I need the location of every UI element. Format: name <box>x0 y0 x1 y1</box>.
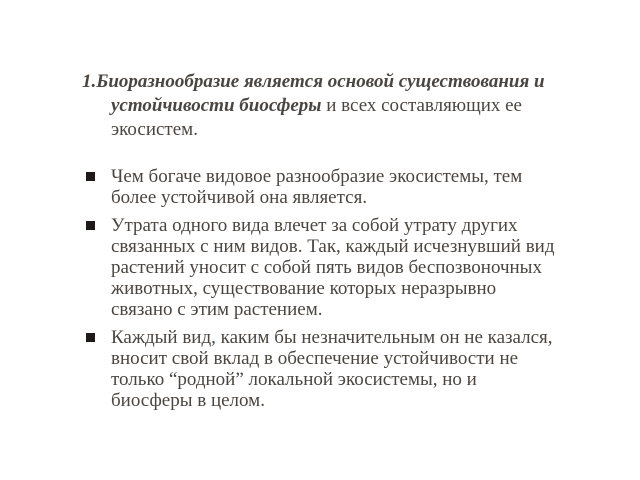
heading-number: 1. <box>82 71 97 92</box>
heading-rest-line3: экосистем. <box>111 119 198 140</box>
heading-line2 <box>82 94 622 118</box>
bullet-line: биосферы в целом. <box>111 390 265 411</box>
square-bullet-icon <box>86 333 95 342</box>
heading-highlight-line2: устойчивости биосферы <box>111 95 322 116</box>
bullet-line: связано с этим растением. <box>111 299 323 320</box>
bullet-item <box>82 327 622 411</box>
bullet-line: животных, существование которых неразрывно <box>111 278 497 299</box>
bullet-line: вносит свой вклад в обеспечение устойчивости не <box>111 348 519 369</box>
bullet-line: только “родной” локальной экосистемы, но и <box>111 369 477 390</box>
bullet-line: Каждый вид, каким бы незначительным он не казался, <box>111 327 553 348</box>
bullet-line: связанных с ним видов. Так, каждый исчезнувший вид <box>111 236 555 257</box>
bullet-line: растений уносит с собой пять видов беспозвоночных <box>111 257 542 278</box>
slide-heading <box>82 70 622 142</box>
bullet-line: Чем богаче видовое разнообразие экосистемы, тем <box>111 166 523 187</box>
bullet-list <box>82 166 622 418</box>
heading-rest-line2: и всех составляющих ее <box>321 95 522 116</box>
bullet-line: более устойчивой она является. <box>111 187 368 208</box>
square-bullet-icon <box>86 221 95 230</box>
bullet-item <box>82 215 622 320</box>
bullet-item <box>82 166 622 208</box>
square-bullet-icon <box>86 172 95 181</box>
bullet-line: Утрата одного вида влечет за собой утрату других <box>111 215 518 236</box>
heading-highlight-line1: Биоразнообразие является основой существования и <box>96 71 545 92</box>
